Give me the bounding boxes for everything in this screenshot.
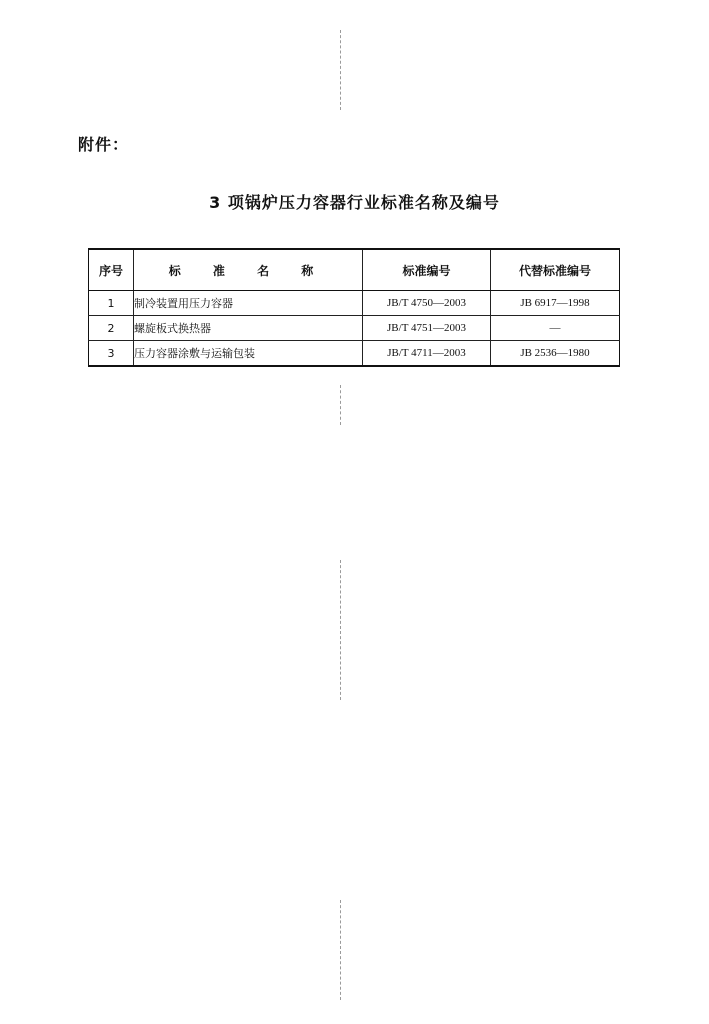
row-standard-name: 压力容器涂敷与运输包装 (134, 341, 363, 367)
table-header-row (89, 249, 620, 291)
scan-fold-line (340, 385, 341, 425)
row-replaced-number: JB 2536—1980 (491, 341, 620, 367)
document-title: 3 项锅炉压力容器行业标准名称及编号 (209, 193, 500, 212)
standards-table (88, 248, 620, 367)
row-standard-number: JB/T 4711—2003 (363, 341, 491, 367)
table-row (89, 341, 620, 367)
scan-fold-line (340, 30, 341, 110)
row-seq: 3 (89, 341, 134, 367)
row-standard-number: JB/T 4750—2003 (363, 291, 491, 316)
table-row (89, 316, 620, 341)
scan-fold-line (340, 900, 341, 1000)
row-standard-number: JB/T 4751—2003 (363, 316, 491, 341)
column-header-seq: 序号 (89, 249, 134, 291)
row-standard-name: 制冷装置用压力容器 (134, 291, 363, 316)
row-seq: 2 (89, 316, 134, 341)
row-standard-name: 螺旋板式换热器 (134, 316, 363, 341)
row-replaced-number: — (491, 316, 620, 341)
row-seq: 1 (89, 291, 134, 316)
column-header-number: 标准编号 (363, 249, 491, 291)
column-header-replaces: 代替标准编号 (491, 249, 620, 291)
row-replaced-number: JB 6917—1998 (491, 291, 620, 316)
column-header-name: 标 准 名 称 (134, 249, 363, 291)
attachment-label: 附件： (78, 135, 130, 154)
scan-fold-line (340, 560, 341, 700)
table-row (89, 291, 620, 316)
